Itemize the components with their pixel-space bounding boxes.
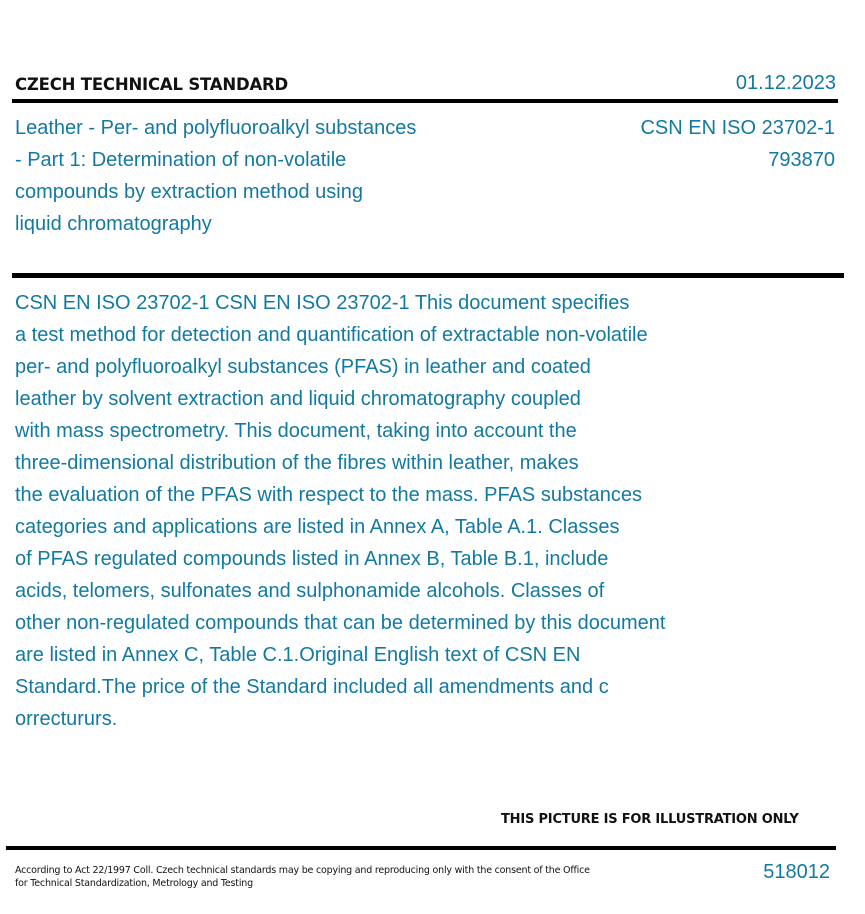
title-divider [12,273,844,278]
legal-notice: According to Act 22/1997 Coll. Czech technical standards may be copying and reproducing only with the consent of the Office for Technical Standardization, Metrology and Testing [15,865,590,889]
illustration-notice: THIS PICTURE IS FOR ILLUSTRATION ONLY [501,812,799,827]
document-type-label: CZECH TECHNICAL STANDARD [15,75,289,94]
header-divider [12,99,838,103]
document-number: 518012 [763,861,830,883]
standard-code: CSN EN ISO 23702-1 [640,117,835,139]
standard-identifier [640,112,835,176]
footer-divider [6,846,836,850]
catalog-number: 793870 [768,149,835,171]
standard-title: Leather - Per- and polyfluoroalkyl substances - Part 1: Determination of non-volatile compounds by extraction method using liquid chromatography [15,117,417,235]
publication-date: 01.12.2023 [735,72,836,94]
standard-abstract: CSN EN ISO 23702-1 CSN EN ISO 23702-1 This document specifies a test method for detection and quantification of extractable non-volatile per- and polyfluoroalkyl substances (PFAS) in leather and coated leather by solvent extraction and liquid chromatography coupled with mass spectrometry. This document, taking into account the three-dimensional distribution of the fibres within leather, makes the evaluation of the PFAS with respect to the mass. PFAS substances categories and applications are listed in Annex A, Table A.1. Classes of PFAS regulated compounds listed in Annex B, Table B.1, include acids, telomers, sulfonates and sulphonamide alcohols. Classes of other non-regulated compounds that can be determined by this document are listed in Annex C, Table C.1.Original English text of CSN EN Standard.The price of the Standard included all amendments and c orrectururs. [15,292,666,730]
